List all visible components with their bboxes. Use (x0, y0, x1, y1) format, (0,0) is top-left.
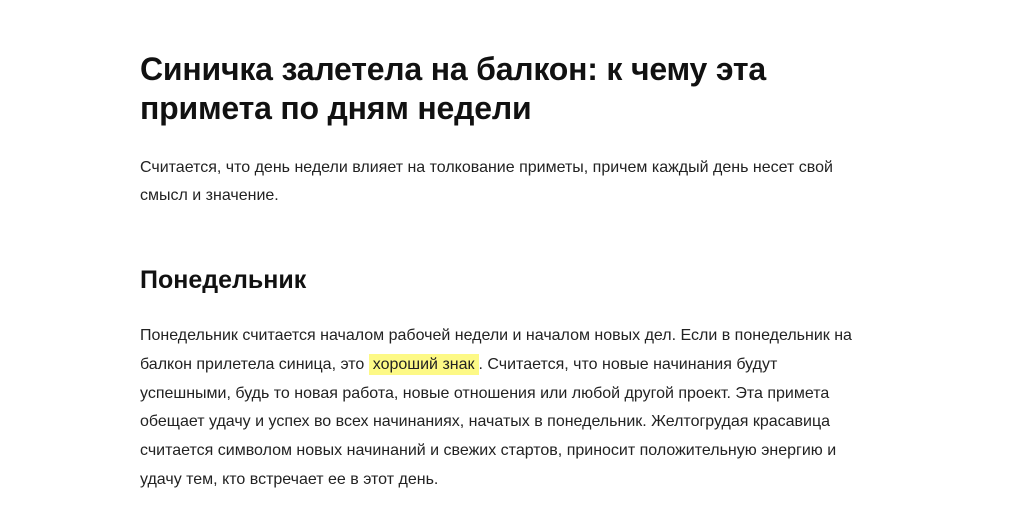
article-title: Синичка залетела на балкон: к чему эта примета по дням недели (140, 51, 766, 126)
section-text-monday (140, 322, 860, 495)
section-text-before-highlight: Понедельник считается началом рабочей недели и началом новых дел. Если в понедельник на балкон прилетела синица, это (140, 327, 852, 373)
article-lead: Считается, что день недели влияет на толкование приметы, причем каждый день несет свой смысл и значение. (140, 159, 833, 204)
section-text-after-highlight: . Считается, что новые начинания будут успешными, будь то новая работа, новые отношения или любой другой проект. Эта примета обещает удачу и успех во всех начинаниях, начатых в понедельник. Желтогрудая красавица считается символом новых начинаний и свежих стартов, приносит положительную энергию и удачу тем, кто встречает ее в этот день. (140, 355, 837, 488)
section-heading-monday: Понедельник (140, 266, 307, 294)
highlighted-phrase: хороший знак (369, 354, 479, 375)
